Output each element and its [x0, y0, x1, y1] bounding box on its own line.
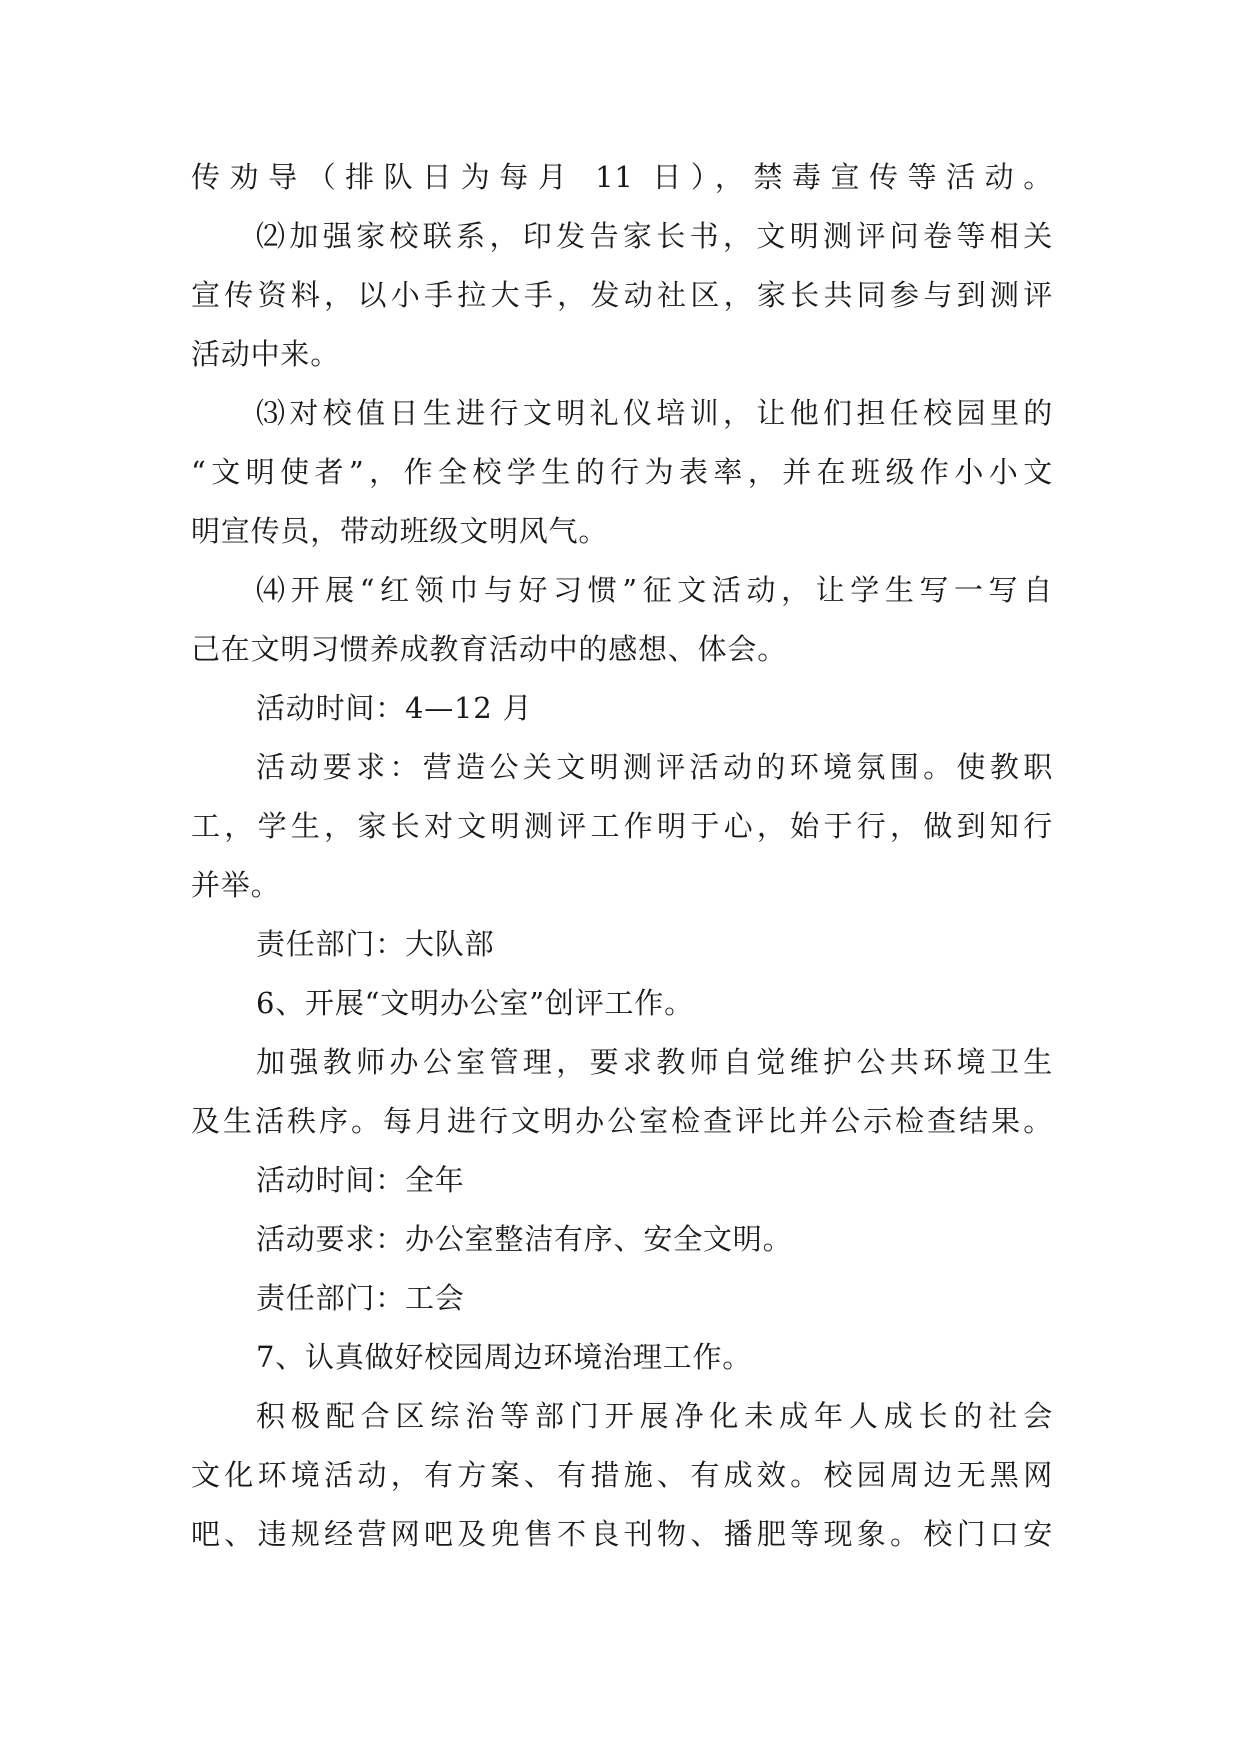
text-line: ⑶对校值日生进行文明礼仪培训，让他们担任校园里的: [256, 396, 1053, 430]
text-line: “文明使者”，作全校学生的行为表率，并在班级作小小文: [191, 455, 1053, 489]
text-line: ⑷开展“红领巾与好习惯”征文活动，让学生写一写自: [256, 573, 1053, 607]
text-line: 责任部门：大队部: [256, 927, 495, 961]
text-line: 活动时间：全年: [256, 1163, 465, 1197]
text-line: 活动要求：办公室整洁有序、安全文明。: [256, 1222, 793, 1256]
document-body: [191, 148, 1053, 1564]
text-line: 并举。: [191, 868, 281, 902]
text-line: 活动时间：4—12 月: [256, 691, 533, 725]
text-line: 责任部门：工会: [256, 1281, 465, 1315]
text-line: 活动中来。: [191, 337, 341, 371]
text-line: 加强教师办公室管理，要求教师自觉维护公共环境卫生: [256, 1045, 1053, 1079]
text-line: 宣传资料，以小手拉大手，发动社区，家长共同参与到测评: [191, 278, 1053, 312]
text-line: 己在文明习惯养成教育活动中的感想、体会。: [191, 632, 788, 666]
section-heading: 6、开展“文明办公室”创评工作。: [256, 986, 694, 1020]
text-line: 文化环境活动，有方案、有措施、有成效。校园周边无黑网: [191, 1458, 1053, 1492]
text-line: ⑵加强家校联系，印发告家长书，文明测评问卷等相关: [256, 219, 1053, 253]
text-line: 及生活秩序。每月进行文明办公室检查评比并公示检查结果。: [191, 1104, 1053, 1138]
text-line: 活动要求：营造公关文明测评活动的环境氛围。使教职: [256, 750, 1053, 784]
section-heading: 7、认真做好校园周边环境治理工作。: [256, 1340, 753, 1374]
text-line: 积极配合区综治等部门开展净化未成年人成长的社会: [256, 1399, 1053, 1433]
text-line: 明宣传员，带动班级文明风气。: [191, 514, 609, 548]
text-line: 吧、违规经营网吧及兜售不良刊物、播肥等现象。校门口安: [191, 1517, 1053, 1551]
text-line: 传劝导（排队日为每月 11 日），禁毒宣传等活动。: [191, 160, 1053, 194]
text-line: 工，学生，家长对文明测评工作明于心，始于行，做到知行: [191, 809, 1053, 843]
